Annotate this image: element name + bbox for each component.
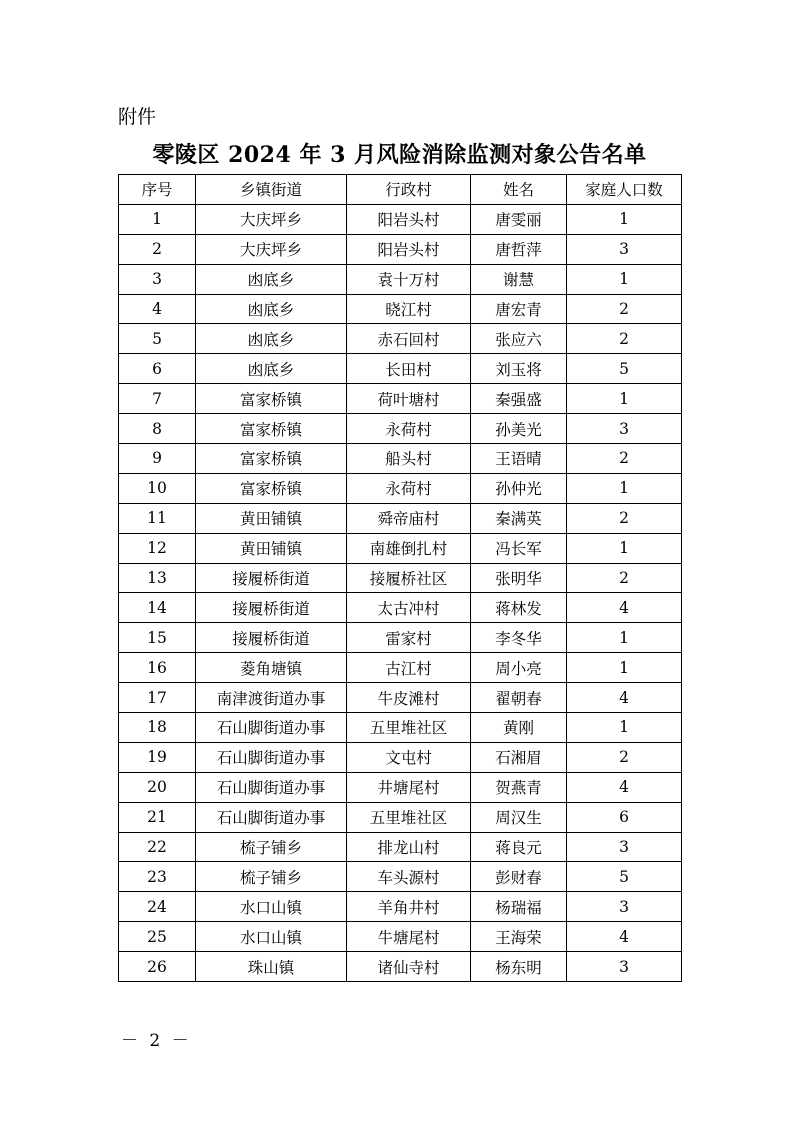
cell-name: 孙仲光 <box>471 473 567 503</box>
cell-township: 富家桥镇 <box>196 414 347 444</box>
cell-serial-number: 6 <box>119 354 196 384</box>
table-row <box>119 563 682 593</box>
cell-township: 梳子铺乡 <box>196 862 347 892</box>
cell-serial-number: 14 <box>119 593 196 623</box>
cell-household-size: 2 <box>567 742 682 772</box>
header-row <box>119 175 682 205</box>
cell-name: 谢慧 <box>471 264 567 294</box>
cell-name: 秦强盛 <box>471 384 567 414</box>
cell-serial-number: 10 <box>119 473 196 503</box>
cell-village: 车头源村 <box>347 862 471 892</box>
cell-township: 凼底乡 <box>196 324 347 354</box>
cell-serial-number: 21 <box>119 802 196 832</box>
cell-name: 黄刚 <box>471 713 567 743</box>
cell-name: 王语晴 <box>471 444 567 474</box>
table-row <box>119 503 682 533</box>
cell-village: 井塘尾村 <box>347 772 471 802</box>
table-row <box>119 892 682 922</box>
cell-township: 大庆坪乡 <box>196 234 347 264</box>
cell-village: 排龙山村 <box>347 832 471 862</box>
cell-household-size: 4 <box>567 683 682 713</box>
cell-household-size: 1 <box>567 264 682 294</box>
table-row <box>119 264 682 294</box>
table-row <box>119 922 682 952</box>
cell-village: 南雄倒扎村 <box>347 533 471 563</box>
table-row <box>119 444 682 474</box>
cell-village: 船头村 <box>347 444 471 474</box>
table-row <box>119 473 682 503</box>
table-row <box>119 713 682 743</box>
cell-township: 黄田铺镇 <box>196 503 347 533</box>
table-row <box>119 414 682 444</box>
cell-township: 石山脚街道办事 <box>196 713 347 743</box>
cell-name: 张明华 <box>471 563 567 593</box>
cell-household-size: 1 <box>567 653 682 683</box>
cell-township: 梳子铺乡 <box>196 832 347 862</box>
cell-household-size: 3 <box>567 234 682 264</box>
cell-name: 孙美光 <box>471 414 567 444</box>
table-row <box>119 354 682 384</box>
cell-village: 五里堆社区 <box>347 713 471 743</box>
table-row <box>119 742 682 772</box>
cell-household-size: 2 <box>567 324 682 354</box>
cell-village: 牛塘尾村 <box>347 922 471 952</box>
cell-name: 石湘眉 <box>471 742 567 772</box>
cell-serial-number: 25 <box>119 922 196 952</box>
cell-household-size: 2 <box>567 444 682 474</box>
table-row <box>119 294 682 324</box>
cell-household-size: 3 <box>567 952 682 982</box>
cell-serial-number: 5 <box>119 324 196 354</box>
cell-township: 富家桥镇 <box>196 444 347 474</box>
cell-name: 李冬华 <box>471 623 567 653</box>
cell-village: 接履桥社区 <box>347 563 471 593</box>
header-township: 乡镇街道 <box>196 175 347 205</box>
table-row <box>119 204 682 234</box>
cell-township: 水口山镇 <box>196 892 347 922</box>
cell-township: 富家桥镇 <box>196 384 347 414</box>
cell-serial-number: 16 <box>119 653 196 683</box>
cell-serial-number: 7 <box>119 384 196 414</box>
cell-name: 张应六 <box>471 324 567 354</box>
cell-village: 永荷村 <box>347 414 471 444</box>
cell-village: 长田村 <box>347 354 471 384</box>
cell-name: 蒋良元 <box>471 832 567 862</box>
cell-village: 羊角井村 <box>347 892 471 922</box>
cell-village: 赤石回村 <box>347 324 471 354</box>
cell-household-size: 6 <box>567 802 682 832</box>
table-row <box>119 952 682 982</box>
cell-serial-number: 20 <box>119 772 196 802</box>
cell-village: 雷家村 <box>347 623 471 653</box>
cell-serial-number: 8 <box>119 414 196 444</box>
cell-township: 石山脚街道办事 <box>196 772 347 802</box>
cell-village: 五里堆社区 <box>347 802 471 832</box>
cell-household-size: 2 <box>567 563 682 593</box>
cell-township: 凼底乡 <box>196 264 347 294</box>
cell-township: 大庆坪乡 <box>196 204 347 234</box>
cell-name: 翟朝春 <box>471 683 567 713</box>
page-number: － 2 － <box>121 1031 192 1051</box>
cell-name: 唐哲萍 <box>471 234 567 264</box>
cell-township: 富家桥镇 <box>196 473 347 503</box>
cell-township: 石山脚街道办事 <box>196 742 347 772</box>
cell-name: 彭财春 <box>471 862 567 892</box>
cell-serial-number: 23 <box>119 862 196 892</box>
cell-serial-number: 24 <box>119 892 196 922</box>
cell-household-size: 3 <box>567 414 682 444</box>
cell-township: 菱角塘镇 <box>196 653 347 683</box>
cell-township: 凼底乡 <box>196 354 347 384</box>
table-row <box>119 772 682 802</box>
cell-township: 珠山镇 <box>196 952 347 982</box>
cell-name: 刘玉将 <box>471 354 567 384</box>
cell-township: 接履桥街道 <box>196 563 347 593</box>
table-body <box>119 204 682 981</box>
cell-name: 杨瑞福 <box>471 892 567 922</box>
cell-township: 接履桥街道 <box>196 623 347 653</box>
cell-serial-number: 15 <box>119 623 196 653</box>
cell-village: 文屯村 <box>347 742 471 772</box>
cell-name: 王海荣 <box>471 922 567 952</box>
roster-table <box>118 174 682 982</box>
table-row <box>119 653 682 683</box>
cell-township: 石山脚街道办事 <box>196 802 347 832</box>
cell-village: 诸仙寺村 <box>347 952 471 982</box>
table-row <box>119 234 682 264</box>
cell-household-size: 5 <box>567 354 682 384</box>
cell-township: 黄田铺镇 <box>196 533 347 563</box>
cell-village: 阳岩头村 <box>347 234 471 264</box>
cell-name: 周小亮 <box>471 653 567 683</box>
table-row <box>119 832 682 862</box>
cell-household-size: 1 <box>567 713 682 743</box>
cell-serial-number: 19 <box>119 742 196 772</box>
cell-name: 秦满英 <box>471 503 567 533</box>
cell-township: 南津渡街道办事 <box>196 683 347 713</box>
cell-village: 牛皮滩村 <box>347 683 471 713</box>
cell-household-size: 2 <box>567 294 682 324</box>
cell-name: 唐宏青 <box>471 294 567 324</box>
table-row <box>119 862 682 892</box>
cell-serial-number: 2 <box>119 234 196 264</box>
cell-village: 袁十万村 <box>347 264 471 294</box>
cell-household-size: 1 <box>567 473 682 503</box>
cell-village: 晓江村 <box>347 294 471 324</box>
cell-household-size: 5 <box>567 862 682 892</box>
cell-name: 周汉生 <box>471 802 567 832</box>
header-village: 行政村 <box>347 175 471 205</box>
cell-serial-number: 26 <box>119 952 196 982</box>
cell-township: 凼底乡 <box>196 294 347 324</box>
cell-name: 杨东明 <box>471 952 567 982</box>
cell-household-size: 1 <box>567 204 682 234</box>
cell-village: 阳岩头村 <box>347 204 471 234</box>
table-row <box>119 623 682 653</box>
table-row <box>119 802 682 832</box>
cell-serial-number: 12 <box>119 533 196 563</box>
table-row <box>119 593 682 623</box>
document-title: 零陵区 2024 年 3 月风险消除监测对象公告名单 <box>152 142 647 168</box>
cell-village: 舜帝庙村 <box>347 503 471 533</box>
cell-serial-number: 18 <box>119 713 196 743</box>
table-row <box>119 533 682 563</box>
cell-village: 荷叶塘村 <box>347 384 471 414</box>
cell-serial-number: 9 <box>119 444 196 474</box>
header-serial-number: 序号 <box>119 175 196 205</box>
cell-serial-number: 4 <box>119 294 196 324</box>
cell-township: 接履桥街道 <box>196 593 347 623</box>
cell-village: 古江村 <box>347 653 471 683</box>
cell-household-size: 2 <box>567 503 682 533</box>
header-name: 姓名 <box>471 175 567 205</box>
cell-household-size: 4 <box>567 593 682 623</box>
table-row <box>119 324 682 354</box>
cell-serial-number: 13 <box>119 563 196 593</box>
cell-township: 水口山镇 <box>196 922 347 952</box>
cell-household-size: 1 <box>567 623 682 653</box>
attachment-label: 附件 <box>118 106 157 128</box>
cell-village: 太古冲村 <box>347 593 471 623</box>
cell-name: 唐雯丽 <box>471 204 567 234</box>
cell-serial-number: 3 <box>119 264 196 294</box>
cell-name: 蒋林发 <box>471 593 567 623</box>
cell-name: 冯长军 <box>471 533 567 563</box>
header-household-size: 家庭人口数 <box>567 175 682 205</box>
cell-household-size: 3 <box>567 832 682 862</box>
table-row <box>119 683 682 713</box>
cell-serial-number: 22 <box>119 832 196 862</box>
cell-serial-number: 1 <box>119 204 196 234</box>
cell-household-size: 4 <box>567 922 682 952</box>
table-row <box>119 384 682 414</box>
cell-household-size: 3 <box>567 892 682 922</box>
cell-household-size: 4 <box>567 772 682 802</box>
cell-household-size: 1 <box>567 533 682 563</box>
cell-serial-number: 17 <box>119 683 196 713</box>
cell-name: 贺燕青 <box>471 772 567 802</box>
table-header <box>119 175 682 205</box>
cell-household-size: 1 <box>567 384 682 414</box>
cell-serial-number: 11 <box>119 503 196 533</box>
cell-village: 永荷村 <box>347 473 471 503</box>
